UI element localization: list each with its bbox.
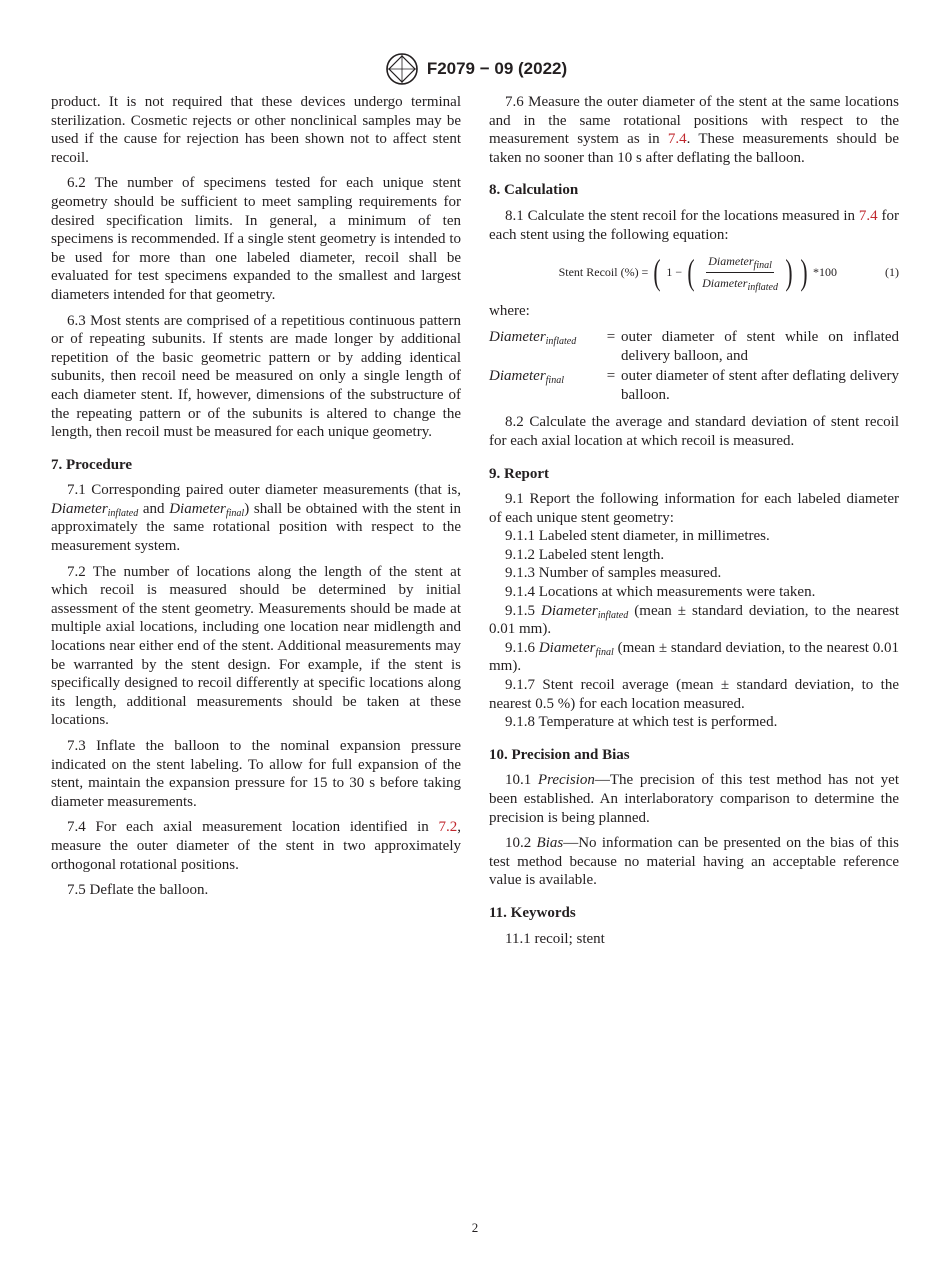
left-column (51, 93, 461, 907)
list-item-9-1-3: 9.1.3 Number of samples measured. (505, 565, 722, 582)
astm-logo-icon (383, 52, 421, 86)
list-item-9-1-6: 9.1.6 Diameter$_{final}$ (mean ± standard deviation, to the nearest 0.01 mm). (489, 639, 900, 675)
paragraph-continuation: product. It is not required that these devices undergo terminal sterilization. Cosmetic rejects or other nonclinical samples may be used if the cause for rejection has been shown not to affect stent recoil. (51, 94, 461, 166)
def-desc-inflated: outer diameter of stent while on inflated delivery balloon, and (621, 328, 899, 364)
right-column (489, 93, 899, 955)
equation-number: (1) (885, 264, 899, 279)
xref-7-4-link-2[interactable]: 7.4 (858, 207, 878, 224)
equation-one-minus: 1 − (666, 264, 683, 279)
equation-fraction: $\frac{Diameter_{final}}{Diameter_{inflated}}$ (702, 254, 778, 293)
page-number: 2 (471, 1220, 479, 1235)
xref-7-2-link[interactable]: 7.2 (438, 819, 458, 836)
recoil-equation: Stent Recoil (%) = ( 1 − ( $\frac{Diameter_{final}}{Diameter_{inflated}}$ ) ) *100 (1) (558, 252, 899, 293)
list-item-9-1-7: 9.1.7 Stent recoil average (mean ± standard deviation, to the nearest 0.5 %) for each location measured. (489, 677, 899, 712)
paragraph-11-1: 11.1 recoil; stent (505, 930, 605, 947)
list-item-9-1-4: 9.1.4 Locations at which measurements were taken. (505, 584, 816, 601)
equation-tail: *100 (813, 264, 837, 279)
heading-calculation: 8. Calculation (489, 182, 579, 199)
xref-7-4-link[interactable]: 7.4 (667, 131, 687, 148)
list-item-9-1-2: 9.1.2 Labeled stent length. (505, 546, 665, 563)
paragraph-7-5: 7.5 Deflate the balloon. (67, 882, 209, 899)
heading-report: 9. Report (489, 465, 549, 482)
def-term-inflated: Diameter$_{inflated}$ (489, 328, 577, 347)
paragraph-7-4: 7.4 For each axial measurement location identified in 7.2, measure the outer diameter of the stent in two approximately orthogonal rotational positions. (51, 819, 461, 873)
heading-keywords: 11. Keywords (489, 904, 576, 921)
equation-lhs: Stent Recoil (%) = (558, 264, 649, 279)
paragraph-7-2: 7.2 The number of locations along the length of the stent at which recoil is measured should be determined by initial assessment of the stent geometry. Measurements should be made at multiple axial locations, including one location near midlength and locations near either end of the stent. Additional measurements may be warranted by the stent design. For example, if the stent is specifically designed to recoil differently at specific locations along its length, additional measurements should be taken at these locations. (51, 563, 461, 729)
paragraph-7-3: 7.3 Inflate the balloon to the nominal expansion pressure indicated on the stent labeling. To allow for full expansion of the stent, maintain the expansion pressure for 15 to 30 s before taking diameter measurements. (51, 738, 461, 810)
document-designation: F2079 − 09 (2022) (426, 59, 568, 78)
page-header (0, 52, 950, 91)
paragraph-6-3: 6.3 Most stents are comprised of a repetitious continuous pattern or of repeating subunits. If stents are made longer by additional repetition of the basic geometric pattern or by adding identical subunits, then recoil need be measured on only a single length of each diameter stent. If, however, dimensions of the substructure of the repeating pattern or of the subunits is altered to change the length, then recoil must be measured for each unique geometry. (51, 312, 461, 441)
paragraph-9-1: 9.1 Report the following information for each labeled diameter of each unique stent geometry: (489, 491, 899, 526)
where-label: where: (489, 303, 530, 320)
paragraph-10-2: 10.2 Bias—No information can be presented on the bias of this test method because no material having an acceptable reference value is available. (489, 835, 899, 889)
paragraph-6-2: 6.2 The number of specimens tested for each unique stent geometry should be sufficient to meet sampling requirements for desired specification limits. In general, a minimum of ten specimens is recommended. If a single stent geometry is intended to be used for more than one labeled diameter, recoil shall be evaluated for test specimens expanded to the smallest and largest diameters intended for that geometry. (51, 175, 461, 303)
def-desc-final: outer diameter of stent after deflating delivery balloon. (621, 368, 899, 403)
paragraph-8-1: 8.1 Calculate the stent recoil for the locations measured in 7.4 for each stent using the following equation: (489, 207, 899, 243)
paragraph-8-2: 8.2 Calculate the average and standard deviation of stent recoil for each axial location at which recoil is measured. (489, 414, 899, 449)
heading-procedure: 7. Procedure (51, 456, 133, 473)
list-item-9-1-5: 9.1.5 Diameter$_{inflated}$ (mean ± standard deviation, to the nearest 0.01 mm). (489, 602, 900, 638)
paragraph-7-1: 7.1 Corresponding paired outer diameter measurements (that is, Diameter$_{inflated}$ and Diameter$_{final}$) shall be obtained with the stent in approximately the same rotational position with respect to the measurement system. (51, 482, 461, 555)
heading-precision-bias: 10. Precision and Bias (489, 746, 630, 763)
list-item-9-1-8: 9.1.8 Temperature at which test is performed. (505, 714, 778, 731)
def-term-final: Diameter$_{final}$ (489, 368, 564, 387)
list-item-9-1-1: 9.1.1 Labeled stent diameter, in millimetres. (505, 528, 770, 545)
paragraph-7-6: 7.6 Measure the outer diameter of the stent at the same locations and in the same rotational positions with respect to the measurement system as in 7.4. These measurements should be taken no sooner than 10 s after deflating the balloon. (489, 94, 899, 166)
paragraph-10-1: 10.1 Precision—The precision of this test method has not yet been established. An interlaboratory comparison to determine the precision is being planned. (489, 772, 900, 826)
variable-definitions: Diameter$_{inflated}$ = outer diameter of stent while on inflated delivery balloon, and Diameter$_{final}$ = outer diameter of stent after deflating delivery balloon. (489, 328, 899, 403)
